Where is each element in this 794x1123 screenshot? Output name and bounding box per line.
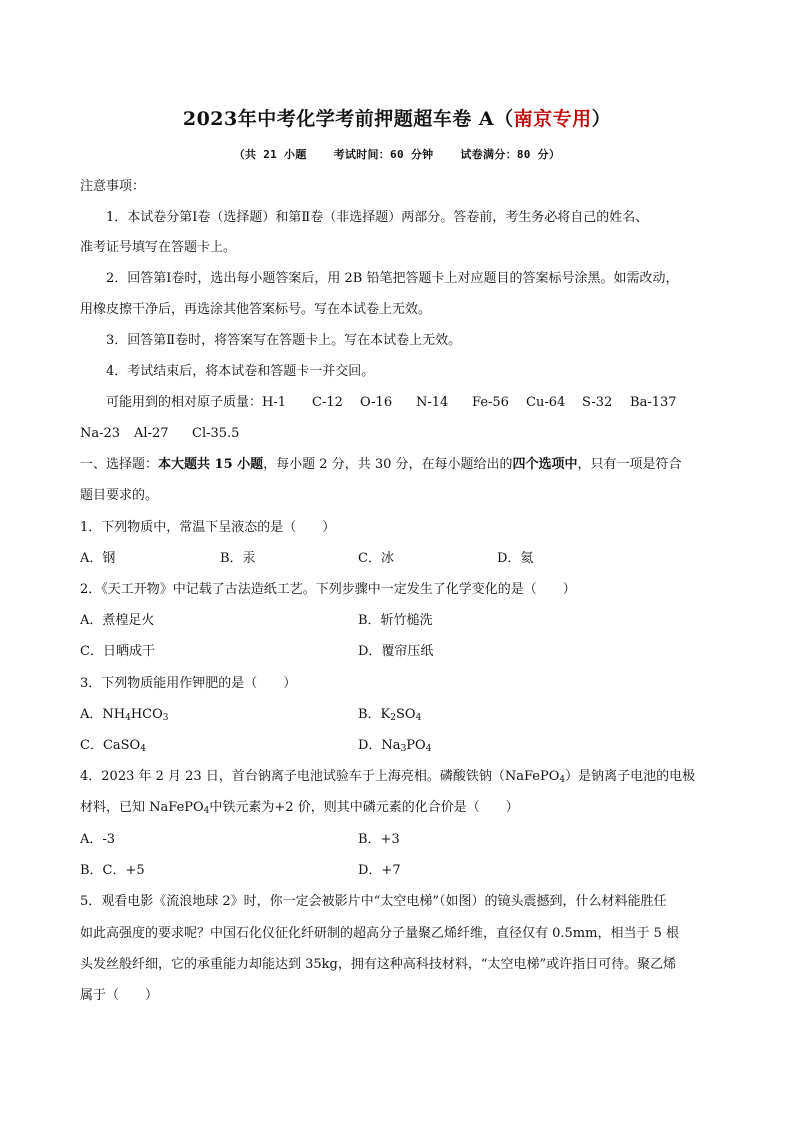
question-4-option-c: B．C．+5 bbox=[80, 863, 145, 878]
notice-item-2-cont: 用橡皮擦干净后，再选涂其他答案标号。写在本试卷上无效。 bbox=[80, 302, 432, 317]
atomic-mass-item: Na-23 bbox=[80, 426, 121, 441]
question-3-stem: 3．下列物质能用作钾肥的是（ ） bbox=[80, 676, 297, 691]
atomic-mass-label: 可能用到的相对原子质量： bbox=[106, 395, 263, 410]
question-1-option-c: C．冰 bbox=[358, 551, 394, 566]
notice-item-1-cont: 准考证号填写在答题卡上。 bbox=[80, 240, 237, 255]
page-title bbox=[0, 104, 794, 131]
title-main: 2023年中考化学考前押题超车卷 A bbox=[182, 108, 495, 130]
question-5-stem-cont-2: 头发丝般纤细，它的承重能力却能达到 35kg，拥有这种高科技材料，“太空电梯”或许指日可待。聚乙烯 bbox=[80, 957, 677, 972]
question-5-stem: 5．观看电影《流浪地球 2》时，你一定会被影片中“太空电梯”（如图）的镜头震撼到，什么材料能胜任 bbox=[80, 894, 667, 909]
atomic-mass-item: Fe-56 bbox=[472, 395, 509, 410]
atomic-mass-row-1 bbox=[106, 393, 720, 413]
title-open-paren: （ bbox=[494, 108, 514, 130]
question-2-option-a: A．煮楻足火 bbox=[80, 613, 155, 628]
exam-info bbox=[0, 146, 794, 162]
question-1-stem: 1．下列物质中，常温下呈液态的是（ ） bbox=[80, 520, 336, 535]
section-1-rule: ，每小题 2 分，共 30 分，在每小题给出的 bbox=[263, 457, 513, 472]
question-1-option-b: B．汞 bbox=[220, 551, 256, 566]
question-3-option-a: A．$NH_4HCO_3$ bbox=[80, 707, 169, 723]
question-1-option-a: A．钢 bbox=[80, 551, 116, 566]
question-count: （共 21 小题 bbox=[233, 148, 307, 161]
section-1-heading-cont: 题目要求的。 bbox=[80, 488, 159, 503]
question-4-stem: 4．2023 年 2 月 23 日，首台钠离子电池试验车于上海亮相。磷酸铁钠（NaFePO$_4$）是钠离子电池的电极 bbox=[80, 769, 696, 785]
question-2-option-d: D．覆帘压纸 bbox=[358, 644, 434, 659]
atomic-mass-item: Cu-64 bbox=[526, 395, 566, 410]
question-5-stem-cont-1: 如此高强度的要求呢？中国石化仪征化纤研制的超高分子量聚乙烯纤维，直径仅有 0.5mm，相当于 5 根 bbox=[80, 926, 679, 941]
atomic-mass-item: H-1 bbox=[262, 395, 287, 410]
section-1-rule-end: ，只有一项是符合 bbox=[577, 457, 682, 472]
notice-item-2: 2．回答第Ⅰ卷时，选出每小题答案后，用 2B 铅笔把答题卡上对应题目的答案标号涂黑。如需改动， bbox=[106, 271, 679, 286]
question-4-stem-cont: 材料，已知 NaFePO$_4$中铁元素为+2 价，则其中磷元素的化合价是（ ） bbox=[80, 800, 519, 816]
atomic-mass-item: O-16 bbox=[360, 395, 393, 410]
question-3-option-d: D．$Na_3PO_4$ bbox=[358, 738, 432, 754]
exam-time: 考试时间：60 分钟 bbox=[333, 148, 434, 161]
atomic-mass-item: Cl-35.5 bbox=[192, 426, 240, 441]
title-region-accent: 南京专用 bbox=[513, 108, 592, 130]
atomic-mass-row-2 bbox=[80, 424, 720, 444]
exam-score: 试卷满分：80 分） bbox=[460, 148, 561, 161]
question-5-stem-cont-3: 属于（ ） bbox=[80, 988, 159, 1003]
atomic-mass-item: Al-27 bbox=[134, 426, 169, 441]
section-1-count: 本大题共 15 小题 bbox=[158, 457, 264, 472]
atomic-mass-item: S-32 bbox=[582, 395, 613, 410]
question-2-option-c: C．日晒成干 bbox=[80, 644, 155, 659]
section-1-emphasis: 四个选项中 bbox=[512, 457, 578, 472]
atomic-mass-item: C-12 bbox=[312, 395, 343, 410]
notice-item-4: 4．考试结束后，将本试卷和答题卡一并交回。 bbox=[106, 364, 375, 379]
atomic-mass-item: N-14 bbox=[416, 395, 449, 410]
atomic-mass-item: Ba-137 bbox=[630, 395, 677, 410]
title-close-paren: ） bbox=[591, 108, 612, 130]
question-2-stem: 2．《天工开物》中记载了古法造纸工艺。下列步骤中一定发生了化学变化的是（ ） bbox=[80, 582, 576, 597]
question-4-option-b: B．+3 bbox=[358, 832, 400, 847]
question-4-option-a: A．-3 bbox=[80, 832, 116, 847]
question-1-option-d: D．氦 bbox=[497, 551, 534, 566]
question-3-option-c: C．CaSO$_4$ bbox=[80, 738, 146, 754]
question-3-option-b: B．$K_2SO_4$ bbox=[358, 707, 422, 723]
notice-item-3: 3．回答第Ⅱ卷时，将答案写在答题卡上。写在本试卷上无效。 bbox=[106, 333, 462, 348]
section-1-label: 一、选择题： bbox=[80, 457, 159, 472]
notice-heading: 注意事项： bbox=[80, 179, 146, 194]
notice-item-1: 1．本试卷分第Ⅰ卷（选择题）和第Ⅱ卷（非选择题）两部分。答卷前，考生务必将自己的姓名、 bbox=[106, 210, 649, 225]
question-2-option-b: B．斩竹槌洗 bbox=[358, 613, 433, 628]
question-4-option-d: D．+7 bbox=[358, 863, 401, 878]
section-1-heading bbox=[80, 455, 720, 475]
